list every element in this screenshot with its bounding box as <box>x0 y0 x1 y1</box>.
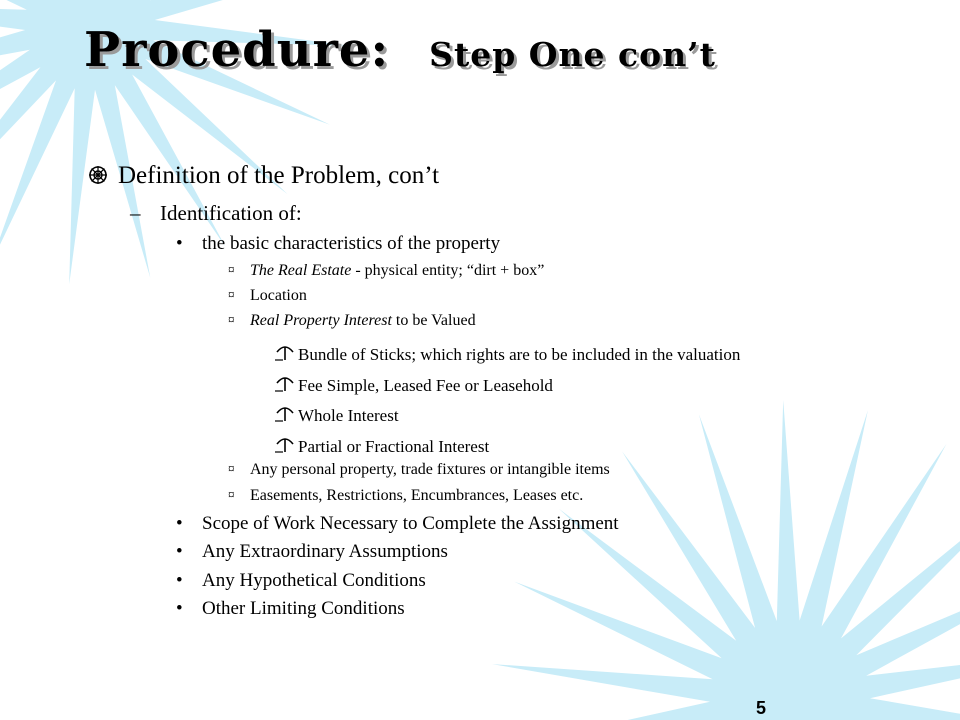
slide-title <box>84 22 716 78</box>
level3-item <box>176 233 500 255</box>
rpi-term: Real Property Interest <box>250 312 392 329</box>
page-number: 5 <box>756 698 767 718</box>
level3-item <box>176 598 405 620</box>
level4-item <box>228 262 544 280</box>
easements-text: Easements, Restrictions, Encumbrances, Leases etc. <box>250 487 584 504</box>
interest-item-text: Bundle of Sticks; which rights are to be included in the valuation <box>298 345 741 364</box>
location-text: Location <box>250 287 307 304</box>
level5-item <box>272 433 489 457</box>
level3-text: Any Extraordinary Assumptions <box>202 541 448 562</box>
level5-item <box>272 402 399 426</box>
level3-item <box>176 541 448 563</box>
level5-item <box>272 372 553 396</box>
level4-item <box>228 312 476 330</box>
level5-item <box>272 341 740 365</box>
dash-marker: – <box>130 201 141 225</box>
wheel-bullet-icon <box>88 165 108 185</box>
title-main: Procedure: <box>84 22 390 78</box>
interest-item-text: Partial or Fractional Interest <box>298 437 490 456</box>
currency-marker: ¤ <box>228 461 235 476</box>
level1-item <box>88 162 439 190</box>
level2-text: Identification of: <box>160 201 302 225</box>
bullet-marker: • <box>176 570 183 591</box>
real-estate-desc: - physical entity; “dirt + box” <box>351 262 545 279</box>
level3-text: Scope of Work Necessary to Complete the Assignment <box>202 513 619 534</box>
real-estate-term: The Real Estate <box>250 262 352 279</box>
level3-text: Other Limiting Conditions <box>202 598 405 619</box>
pickaxe-bullet-icon <box>272 341 298 361</box>
level3-item <box>176 513 619 535</box>
level3-text: the basic characteristics of the property <box>202 233 501 254</box>
level3-item <box>176 570 426 592</box>
bullet-marker: • <box>176 233 183 254</box>
pickaxe-bullet-icon <box>272 372 298 392</box>
interest-item-text: Whole Interest <box>298 406 399 425</box>
level4-item <box>228 287 307 305</box>
level1-text: Definition of the Problem, con’t <box>118 162 440 189</box>
currency-marker: ¤ <box>228 487 235 502</box>
currency-marker: ¤ <box>228 262 235 277</box>
level3-text: Any Hypothetical Conditions <box>202 570 426 591</box>
currency-marker: ¤ <box>228 312 235 327</box>
level4-item <box>228 487 583 505</box>
bullet-marker: • <box>176 541 183 562</box>
bullet-marker: • <box>176 598 183 619</box>
rpi-rest: to be Valued <box>391 312 476 329</box>
pickaxe-bullet-icon <box>272 433 298 453</box>
pickaxe-bullet-icon <box>272 402 298 422</box>
title-sub: Step One con’t <box>429 35 716 74</box>
currency-marker: ¤ <box>228 287 235 302</box>
level4-item <box>228 461 610 479</box>
level2-item <box>130 201 302 226</box>
bullet-marker: • <box>176 513 183 534</box>
interest-item-text: Fee Simple, Leased Fee or Leasehold <box>298 376 553 395</box>
personal-property-text: Any personal property, trade fixtures or intangible items <box>250 461 610 478</box>
